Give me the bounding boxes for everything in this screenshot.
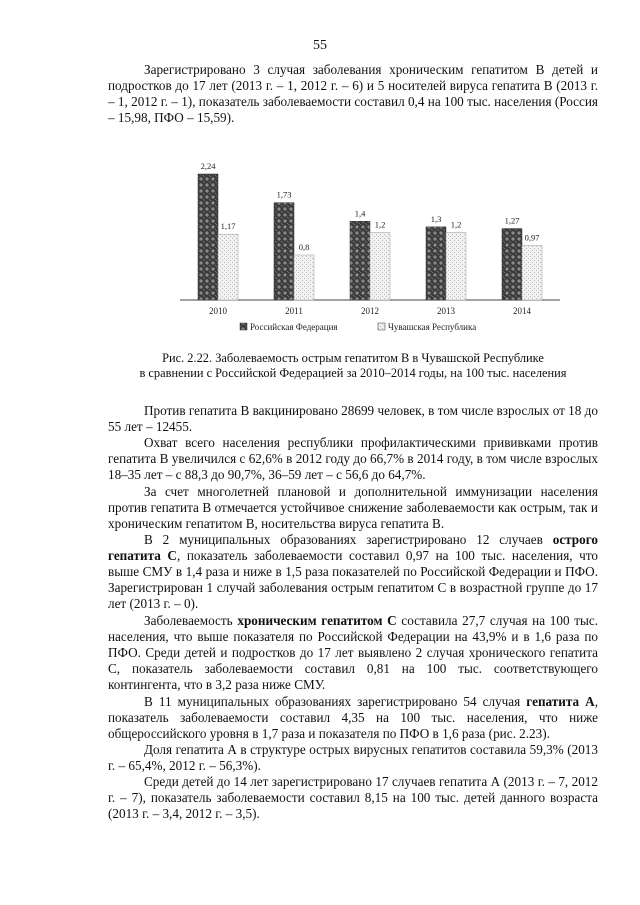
legend-label-rf: Российская Федерация bbox=[250, 322, 338, 332]
paragraph-6-text-c: составила 27,7 случая на 100 тыс. населения, что выше показателя по Российской Федерации на 43,9% и в 1,6 раза по ПФО. Среди детей и подростков до 17 лет выявлено 2 случая хронического гепатита С, показатель заболеваемости составил 0,81 на 100 тыс. соответствующего контингента, что в 3,2 раза ниже СМУ. bbox=[108, 613, 599, 693]
legend-swatch-cr bbox=[378, 323, 385, 330]
data-label-cr-2013: 1,2 bbox=[450, 219, 462, 230]
paragraph-5 bbox=[108, 532, 598, 612]
legend-label-cr: Чувашская Республика bbox=[388, 322, 477, 332]
paragraph-5-text-c: , показатель заболеваемости составил 0,97 на 100 тыс. населения, что выше СМУ в 1,4 раза и ниже в 1,5 раза показателей по Российской Федерации и ПФО. Зарегистрирован 1 случай заболевания острым гепатитом С в возрастной группе до 17 лет (2013 г. – 0). bbox=[108, 548, 598, 612]
data-label-rf-2012: 1,4 bbox=[354, 208, 366, 219]
paragraph-4: За счет многолетней плановой и дополнительной иммунизации населения против гепатита В отмечается устойчивое снижение заболеваемости как острым, так и хроническим гепатитом В, носительства вируса гепатита В. bbox=[108, 484, 598, 532]
x-tick-2013: 2013 bbox=[437, 306, 455, 316]
bar-cr-2014 bbox=[522, 245, 542, 300]
chronic-hepatitis-c-term: хроническим гепатитом С bbox=[237, 613, 397, 628]
data-label-cr-2011: 0,8 bbox=[298, 242, 310, 252]
acute-hepatitis-c-term: острого гепатита С bbox=[108, 532, 598, 564]
bar-cr-2012 bbox=[370, 233, 390, 301]
bar-cr-2010 bbox=[218, 234, 238, 300]
paragraph-5-text-a: В 2 муниципальных образованиях зарегистрировано 12 случаев bbox=[144, 532, 553, 547]
hepatitis-a-term: гепатита А bbox=[526, 694, 595, 709]
paragraph-2: Против гепатита В вакцинировано 28699 человек, в том числе взрослых от 18 до 55 лет – 12455. bbox=[108, 403, 598, 435]
data-label-cr-2012: 1,2 bbox=[374, 219, 386, 230]
paragraph-6 bbox=[108, 613, 598, 693]
caption-line-2: в сравнении с Российской Федерацией за 2010–2014 годы, на 100 тыс. населения bbox=[139, 366, 567, 380]
page-number: 55 bbox=[313, 38, 327, 53]
legend-swatch-rf bbox=[240, 323, 247, 330]
paragraph-9: Среди детей до 14 лет зарегистрировано 17 случаев гепатита А (2013 г. – 7, 2012 г. – 7), показатель заболеваемости составил 8,15 на 100 тыс. детей данного возраста (2013 г. – 3,4, 2012 г. – 3,5). bbox=[108, 774, 598, 822]
data-label-rf-2010: 2,24 bbox=[200, 161, 216, 171]
x-tick-2011: 2011 bbox=[285, 306, 303, 316]
bar-cr-2013 bbox=[446, 233, 466, 301]
paragraph-1: Зарегистрировано 3 случая заболевания хроническим гепатитом В детей и подростков до 17 лет (2013 г. – 1, 2012 г. – 6) и 5 носителей вируса гепатита В (2013 г. – 1, 2012 г. – 1), показатель заболеваемости составил 0,4 на 100 тыс. населения (Россия – 15,98, ПФО – 15,59). bbox=[108, 62, 598, 126]
paragraph-7-text-c: , показатель заболеваемости составил 4,35 на 100 тыс. населения, что ниже общероссийского уровня в 1,7 раза и показателя по ПФО в 1,6 раза (рис. 2.23). bbox=[108, 694, 598, 742]
paragraph-7-text-a: В 11 муниципальных образованиях зарегистрировано 54 случая bbox=[144, 694, 527, 709]
paragraph-6-text-a: Заболеваемость bbox=[144, 613, 238, 628]
bar-rf-2011 bbox=[274, 203, 294, 300]
bar-cr-2011 bbox=[294, 255, 314, 300]
legend bbox=[240, 322, 476, 332]
paragraph-8: Доля гепатита А в структуре острых вирусных гепатитов составила 59,3% (2013 г. – 65,4%, 2012 г. – 56,3%). bbox=[108, 742, 598, 774]
data-label-rf-2014: 1,27 bbox=[504, 215, 520, 226]
figure-caption bbox=[108, 351, 598, 381]
data-label-cr-2010: 1,17 bbox=[220, 221, 236, 232]
bar-rf-2010 bbox=[198, 174, 218, 300]
paragraph-7 bbox=[108, 694, 598, 742]
data-label-cr-2014: 0,97 bbox=[524, 232, 540, 243]
x-tick-2010: 2010 bbox=[209, 306, 227, 316]
x-tick-2014: 2014 bbox=[513, 306, 531, 316]
data-label-rf-2011: 1,73 bbox=[276, 189, 292, 200]
x-tick-2012: 2012 bbox=[361, 306, 379, 316]
data-label-rf-2013: 1,3 bbox=[430, 213, 442, 224]
bar-rf-2013 bbox=[426, 227, 446, 300]
caption-line-1: Рис. 2.22. Заболеваемость острым гепатитом В в Чувашской Республике bbox=[162, 351, 544, 365]
bar-chart bbox=[150, 140, 580, 340]
bar-rf-2012 bbox=[350, 221, 370, 300]
paragraph-3: Охват всего населения республики профилактическими прививками против гепатита В увеличился с 62,6% в 2012 году до 66,7% в 2014 году, в том числе взрослых 18–35 лет – с 88,3 до 90,7%, 36–59 лет – с 56,6 до 64,7%. bbox=[108, 435, 598, 483]
bar-rf-2014 bbox=[502, 229, 522, 300]
